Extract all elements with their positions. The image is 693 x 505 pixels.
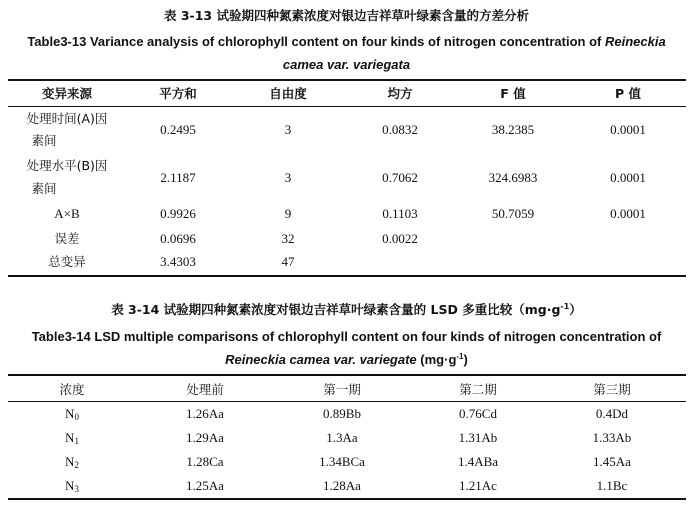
table2-phase3: 1.1Bc	[596, 478, 628, 493]
table2-header-phase3: 第三期	[593, 382, 631, 397]
table2-caption-en-rest: (mg·g	[416, 352, 457, 367]
table1-p: 0.0001	[610, 122, 646, 137]
table1-f: 324.6983	[488, 170, 538, 185]
table1-caption-en-line1	[0, 35, 693, 48]
table1-caption-en-line2: camea var. variegata	[282, 57, 411, 72]
table2-bottom-rule	[8, 498, 686, 500]
table1-ms: 0.0832	[382, 122, 418, 137]
table2-phase3: 0.4Dd	[595, 406, 629, 421]
table1-header-df: 自由度	[269, 86, 307, 101]
table2-header-rule	[8, 401, 686, 402]
table1-ss: 0.2495	[160, 122, 196, 137]
table2-before: 1.28Ca	[186, 454, 224, 469]
table1-header-rule	[8, 106, 686, 107]
table2-top-rule	[8, 374, 686, 376]
table1-source-line2: 素间	[31, 133, 57, 148]
table1-p: 0.0001	[610, 206, 646, 221]
table2-concentration	[8, 404, 136, 425]
table1-df: 47	[281, 254, 295, 269]
table1-df: 32	[281, 231, 295, 246]
table2-caption-cn	[0, 303, 693, 317]
table2-header-phase1: 第一期	[323, 382, 361, 397]
table2-caption-cn-text: 表 3-14 试验期四种氮素浓度对银边吉祥草叶绿素含量的 LSD 多重比较（mg·g	[111, 302, 561, 317]
table1-p: 0.0001	[610, 170, 646, 185]
table1-ms: 0.1103	[382, 206, 418, 221]
table2-concentration	[8, 452, 136, 473]
table1-header-ms: 均方	[387, 86, 413, 101]
table1-source-line1: 总变异	[48, 254, 86, 269]
table1-header-source: 变异来源	[41, 86, 92, 101]
table1-df: 3	[284, 170, 292, 185]
table2-phase2: 0.76Cd	[459, 406, 497, 421]
table2-caption-en-end: )	[463, 352, 468, 367]
table1-source-line1: 误差	[54, 231, 80, 246]
table2-phase3: 1.33Ab	[592, 430, 632, 445]
table2-phase2: 1.31Ab	[458, 430, 498, 445]
table2-header-phase2: 第二期	[459, 382, 497, 397]
table1-f: 38.2385	[491, 122, 535, 137]
table2-caption-cn-end: ）	[569, 302, 582, 317]
table2-n-sub: 2	[74, 460, 79, 470]
table2-n: N	[65, 478, 75, 493]
table1-caption-cn: 表 3-13 试验期四种氮素浓度对银边吉祥草叶绿素含量的方差分析	[164, 8, 529, 23]
table1-header-ss: 平方和	[159, 86, 197, 101]
table2-before: 1.25Aa	[186, 478, 224, 493]
table2-caption-en-line1: Table3-14 LSD multiple comparisons of chlorophyll content on four kinds of nitrogen concentration of	[31, 329, 662, 344]
table1-top-rule	[8, 79, 686, 81]
table2-n-sub: 3	[74, 484, 79, 494]
table1-ss: 0.9926	[160, 206, 196, 221]
table1-caption-en-prefix: Table3-13 Variance analysis of chlorophyll content on four kinds of nitrogen concentration of	[27, 34, 602, 49]
table2-phase1: 1.28Aa	[323, 478, 361, 493]
table1-header-p: P 值	[614, 86, 641, 101]
table2-caption-cn-sup: -1	[560, 302, 570, 311]
table2-before: 1.29Aa	[186, 430, 224, 445]
table2-phase1: 1.34BCa	[319, 454, 365, 469]
table1-f: 50.7059	[491, 206, 535, 221]
table2-phase1: 0.89Bb	[323, 406, 361, 421]
table1-header-f: F 值	[500, 86, 526, 101]
table1-df: 3	[284, 122, 292, 137]
table1-source-line1: 处理时间(A)因	[26, 111, 108, 126]
table2-n: N	[65, 430, 75, 445]
table2-n-sub: 0	[74, 412, 79, 422]
table2-phase3: 1.45Aa	[593, 454, 631, 469]
table2-concentration	[8, 476, 136, 497]
table2-n: N	[65, 406, 75, 421]
table2-header-before: 处理前	[186, 382, 224, 397]
table1-ss: 0.0696	[160, 231, 196, 246]
table1-bottom-rule	[8, 275, 686, 277]
table1-ss: 3.4303	[160, 254, 196, 269]
table2-concentration	[8, 428, 136, 449]
table2-header-concentration: 浓度	[59, 382, 85, 397]
table1-caption-en-italic: Reineckia	[604, 34, 666, 49]
table1-df: 9	[284, 206, 292, 221]
table1-source-line1: A×B	[54, 206, 80, 221]
table2-caption-en-line2	[0, 353, 693, 366]
table2-phase2: 1.4ABa	[457, 454, 499, 469]
table2-n-sub: 1	[74, 436, 79, 446]
table1-ss: 2.1187	[160, 170, 196, 185]
table1-source-line2: 素间	[31, 181, 57, 196]
table2-before: 1.26Aa	[186, 406, 224, 421]
table1-source-line1: 处理水平(B)因	[26, 158, 108, 173]
table2-n: N	[65, 454, 75, 469]
table1-ms: 0.7062	[382, 170, 418, 185]
table2-phase2: 1.21Ac	[459, 478, 497, 493]
table2-caption-en-sup: -1	[456, 352, 464, 361]
table2-caption-en-italic: Reineckia camea var. variegate	[225, 352, 417, 367]
table2-phase1: 1.3Aa	[326, 430, 358, 445]
table1-ms: 0.0022	[382, 231, 418, 246]
